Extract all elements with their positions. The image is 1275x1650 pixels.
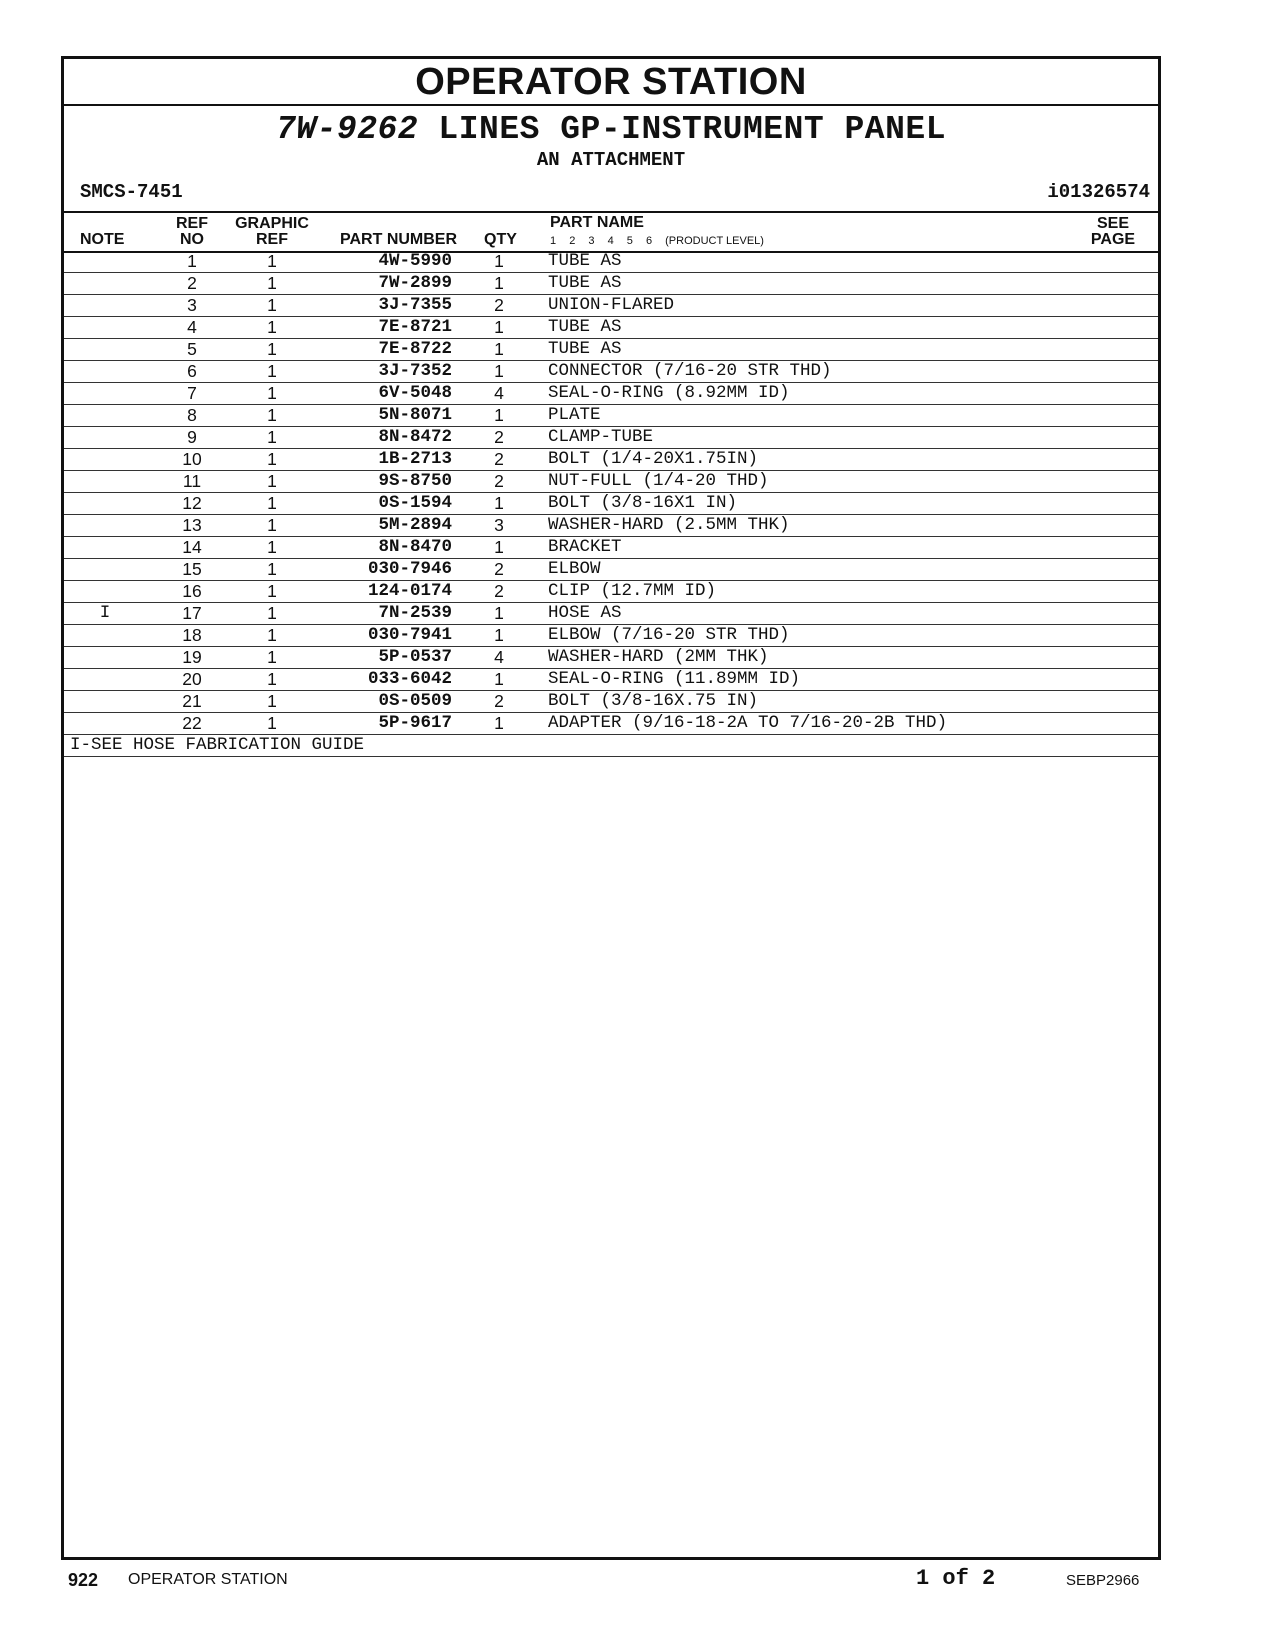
group-subtitle: AN ATTACHMENT <box>536 149 686 171</box>
part-number-cell: 7E-8721 <box>378 317 452 337</box>
part-number-cell: 5N-8071 <box>378 405 452 425</box>
table-row <box>64 273 1158 295</box>
part-name-cell: WASHER-HARD (2.5MM THK) <box>548 515 790 535</box>
col-ref-bottom: NO <box>180 231 204 248</box>
part-number-cell: 3J-7352 <box>378 361 452 381</box>
ref-no-cell: 18 <box>182 625 202 645</box>
ref-no-cell: 20 <box>182 669 202 689</box>
level-4: 4 <box>607 235 614 247</box>
part-number-cell: 0S-0509 <box>378 691 452 711</box>
qty-cell: 2 <box>494 295 504 315</box>
level-5: 5 <box>626 235 633 247</box>
qty-cell: 4 <box>494 383 504 403</box>
part-name-cell: BOLT (1/4-20X1.75IN) <box>548 449 759 469</box>
ref-no-cell: 1 <box>187 251 197 271</box>
qty-cell: 1 <box>494 317 504 337</box>
ref-no-cell: 21 <box>182 691 202 711</box>
group-title <box>64 111 1158 148</box>
col-see-page <box>1088 216 1138 248</box>
col-part-number: PART NUMBER <box>340 231 458 248</box>
qty-cell: 2 <box>494 449 504 469</box>
page-footer <box>0 1566 1275 1596</box>
graphic-ref-cell: 1 <box>267 625 277 645</box>
qty-cell: 2 <box>494 559 504 579</box>
part-number-cell: 1B-2713 <box>378 449 452 469</box>
product-levels <box>550 235 774 247</box>
part-number-cell: 5M-2894 <box>378 515 452 535</box>
table-row <box>64 493 1158 515</box>
parts-page-frame <box>61 56 1161 1560</box>
part-number-cell: 124-0174 <box>367 581 452 601</box>
table-row <box>64 295 1158 317</box>
table-row <box>64 515 1158 537</box>
ref-no-cell: 13 <box>182 515 202 535</box>
part-number-cell: 3J-7355 <box>378 295 452 315</box>
ref-no-cell: 14 <box>182 537 202 557</box>
table-row <box>64 361 1158 383</box>
graphic-ref-cell: 1 <box>267 383 277 403</box>
graphic-ref-cell: 1 <box>267 405 277 425</box>
part-name-cell: CLIP (12.7MM ID) <box>548 581 717 601</box>
part-name-cell: PLATE <box>548 405 601 425</box>
part-number-cell: 8N-8472 <box>378 427 452 447</box>
part-name-cell: ADAPTER (9/16-18-2A TO 7/16-20-2B THD) <box>548 713 948 733</box>
footer-doc-id: SEBP2966 <box>1066 1572 1140 1589</box>
part-name-cell: CONNECTOR (7/16-20 STR THD) <box>548 361 832 381</box>
graphic-ref-cell: 1 <box>267 295 277 315</box>
ref-no-cell: 7 <box>187 383 197 403</box>
part-name-cell: BOLT (3/8-16X.75 IN) <box>548 691 759 711</box>
part-number-cell: 6V-5048 <box>378 383 452 403</box>
table-row <box>64 405 1158 427</box>
product-level-label: (PRODUCT LEVEL) <box>665 235 764 247</box>
ref-no-cell: 12 <box>182 493 202 513</box>
level-1: 1 <box>550 235 557 247</box>
ref-no-cell: 17 <box>182 603 202 623</box>
table-row <box>64 559 1158 581</box>
table-row <box>64 713 1158 735</box>
part-number-cell: 7N-2539 <box>378 603 452 623</box>
qty-cell: 1 <box>494 339 504 359</box>
level-2: 2 <box>569 235 576 247</box>
smcs-code: SMCS-7451 <box>80 181 183 203</box>
graphic-ref-cell: 1 <box>267 493 277 513</box>
qty-cell: 1 <box>494 713 504 733</box>
ref-no-cell: 6 <box>187 361 197 381</box>
table-row <box>64 317 1158 339</box>
graphic-ref-cell: 1 <box>267 691 277 711</box>
part-name-cell: TUBE AS <box>548 273 622 293</box>
graphic-ref-cell: 1 <box>267 361 277 381</box>
part-name-cell: BOLT (3/8-16X1 IN) <box>548 493 738 513</box>
ref-no-cell: 16 <box>182 581 202 601</box>
qty-cell: 1 <box>494 669 504 689</box>
part-name-cell: ELBOW (7/16-20 STR THD) <box>548 625 790 645</box>
table-row <box>64 691 1158 713</box>
part-name-cell: SEAL-O-RING (11.89MM ID) <box>548 669 801 689</box>
graphic-ref-cell: 1 <box>267 537 277 557</box>
part-number-cell: 7W-2899 <box>378 273 452 293</box>
part-name-cell: HOSE AS <box>548 603 622 623</box>
qty-cell: 2 <box>494 471 504 491</box>
level-6: 6 <box>645 235 653 247</box>
table-row <box>64 339 1158 361</box>
part-name-cell: CLAMP-TUBE <box>548 427 654 447</box>
qty-cell: 1 <box>494 251 504 271</box>
qty-cell: 1 <box>494 405 504 425</box>
graphic-ref-cell: 1 <box>267 713 277 733</box>
ref-no-cell: 2 <box>187 273 197 293</box>
qty-cell: 1 <box>494 493 504 513</box>
ref-no-cell: 22 <box>182 713 202 733</box>
part-number-cell: 9S-8750 <box>378 471 452 491</box>
table-row <box>64 669 1158 691</box>
part-name-cell: ELBOW <box>548 559 601 579</box>
graphic-ref-cell: 1 <box>267 603 277 623</box>
part-name-cell: TUBE AS <box>548 251 622 271</box>
qty-cell: 1 <box>494 625 504 645</box>
ref-no-cell: 15 <box>182 559 202 579</box>
col-part-name: PART NAME <box>550 214 644 231</box>
col-note: NOTE <box>80 231 125 248</box>
col-ref-no <box>172 216 212 248</box>
footer-page-of: 1 of 2 <box>916 1566 996 1591</box>
col-see-top: SEE <box>1096 215 1129 232</box>
note-cell: I <box>99 603 111 623</box>
graphic-ref-cell: 1 <box>267 515 277 535</box>
col-see-bottom: PAGE <box>1090 231 1136 248</box>
graphic-ref-cell: 1 <box>267 669 277 689</box>
ref-no-cell: 10 <box>182 449 202 469</box>
level-3: 3 <box>588 235 595 247</box>
part-name-cell: TUBE AS <box>548 339 622 359</box>
qty-cell: 2 <box>494 427 504 447</box>
ref-no-cell: 3 <box>187 295 197 315</box>
graphic-ref-cell: 1 <box>267 471 277 491</box>
ref-no-cell: 8 <box>187 405 197 425</box>
qty-cell: 2 <box>494 581 504 601</box>
part-name-cell: WASHER-HARD (2MM THK) <box>548 647 769 667</box>
illustration-id: i01326574 <box>1047 181 1150 203</box>
table-row <box>64 427 1158 449</box>
part-number-cell: 5P-0537 <box>378 647 452 667</box>
graphic-ref-cell: 1 <box>267 427 277 447</box>
qty-cell: 1 <box>494 273 504 293</box>
table-row <box>64 537 1158 559</box>
part-number-cell: 030-7941 <box>367 625 452 645</box>
qty-cell: 2 <box>494 691 504 711</box>
col-graphic-ref <box>232 216 312 248</box>
part-number-cell: 4W-5990 <box>378 251 452 271</box>
table-row <box>64 625 1158 647</box>
table-row <box>64 603 1158 625</box>
parts-table-body <box>64 251 1158 757</box>
col-graphic-top: GRAPHIC <box>235 215 309 232</box>
qty-cell: 1 <box>494 361 504 381</box>
table-row <box>64 647 1158 669</box>
ref-no-cell: 9 <box>187 427 197 447</box>
qty-cell: 1 <box>494 603 504 623</box>
part-name-cell: SEAL-O-RING (8.92MM ID) <box>548 383 790 403</box>
graphic-ref-cell: 1 <box>267 449 277 469</box>
graphic-ref-cell: 1 <box>267 559 277 579</box>
col-qty: QTY <box>484 231 517 248</box>
part-number-cell: 5P-9617 <box>378 713 452 733</box>
ref-no-cell: 5 <box>187 339 197 359</box>
part-number-cell: 0S-1594 <box>378 493 452 513</box>
part-number-cell: 7E-8722 <box>378 339 452 359</box>
col-ref-top: REF <box>176 215 208 232</box>
table-row <box>64 383 1158 405</box>
table-header <box>64 211 1158 253</box>
group-name: LINES GP-INSTRUMENT PANEL <box>438 111 947 148</box>
qty-cell: 4 <box>494 647 504 667</box>
part-name-cell: NUT-FULL (1/4-20 THD) <box>548 471 769 491</box>
table-row <box>64 449 1158 471</box>
station-title: OPERATOR STATION <box>64 59 1158 106</box>
group-part-number: 7W-9262 <box>275 111 419 148</box>
qty-cell: 3 <box>494 515 504 535</box>
col-graphic-bottom: REF <box>256 231 288 248</box>
footer-section: OPERATOR STATION <box>128 1571 288 1588</box>
footer-page-number: 922 <box>68 1570 99 1590</box>
ref-no-cell: 4 <box>187 317 197 337</box>
qty-cell: 1 <box>494 537 504 557</box>
footnote: I-SEE HOSE FABRICATION GUIDE <box>64 735 1158 757</box>
table-row <box>64 471 1158 493</box>
part-name-cell: UNION-FLARED <box>548 295 675 315</box>
graphic-ref-cell: 1 <box>267 581 277 601</box>
part-number-cell: 033-6042 <box>367 669 452 689</box>
graphic-ref-cell: 1 <box>267 251 277 271</box>
part-name-cell: TUBE AS <box>548 317 622 337</box>
table-row <box>64 251 1158 273</box>
part-number-cell: 8N-8470 <box>378 537 452 557</box>
graphic-ref-cell: 1 <box>267 317 277 337</box>
graphic-ref-cell: 1 <box>267 273 277 293</box>
table-row <box>64 581 1158 603</box>
graphic-ref-cell: 1 <box>267 339 277 359</box>
part-number-cell: 030-7946 <box>367 559 452 579</box>
ref-no-cell: 19 <box>182 647 202 667</box>
ref-no-cell: 11 <box>182 471 202 491</box>
part-name-cell: BRACKET <box>548 537 622 557</box>
graphic-ref-cell: 1 <box>267 647 277 667</box>
